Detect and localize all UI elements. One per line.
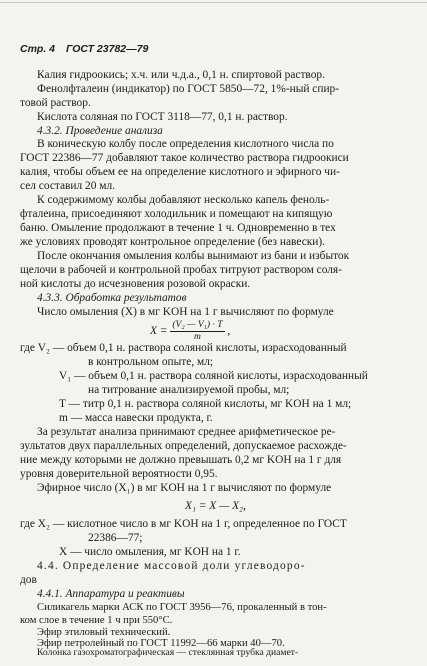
text-line: 22386—77; — [88, 532, 143, 544]
text-line: За результат анализа принимают среднее арифметическое ре- — [37, 426, 336, 438]
text-line: же условиях проводят контрольное определение (без навески). — [20, 236, 326, 248]
standard-number: ГОСТ 23782—79 — [65, 43, 149, 55]
page-header — [20, 43, 156, 55]
scan-edge-line — [0, 2, 427, 3]
text-line: на титрование анализируемой пробы, мл; — [88, 384, 290, 396]
text-line: Эфирное число (X₁) в мг KOH на 1 г вычисляют по формуле — [37, 482, 332, 494]
text-line: V₁ — объем 0,1 н. раствора соляной кислоты, израсходованный — [59, 370, 368, 382]
formula-tail: , — [227, 325, 231, 338]
text-line: щелочи в рабочей и контрольной пробах титруют раствором соля- — [20, 264, 342, 276]
text-line: Калия гидроокись; х.ч. или ч.д.а., 0,1 н. спиртовой раствор. — [37, 69, 325, 81]
text-line: зультатов двух параллельных определений, допускаемое расхожде- — [20, 440, 347, 452]
formula-ester-number: X₁ = X — X₂, — [185, 500, 246, 512]
text-line: калия, чтобы объем ее на определение кислотного и эфирного чи- — [20, 166, 340, 178]
text-line: Силикагель марки АСК по ГОСТ 3956—76, прокаленный в тон- — [37, 602, 327, 613]
text-line: Кислота соляная по ГОСТ 3118—77, 0,1 н. раствор. — [37, 111, 288, 123]
text-line: уровня доверительной вероятности 0,95. — [20, 468, 218, 480]
text-line: ной кислоты до исчезновения розовой окраски. — [20, 278, 251, 290]
text-line: в контрольном опыте, мл; — [88, 356, 214, 368]
text-line: X — число омыления, мг KOH на 1 г. — [59, 546, 241, 558]
formula-denominator: m — [194, 332, 201, 342]
text-line: После окончания омыления колбы вынимают из бани и избыток — [37, 250, 350, 262]
formula-lhs: X = — [150, 325, 168, 338]
formula-saponification — [150, 320, 230, 343]
text-line: T — титр 0,1 н. раствора соляной кислоты, мг KOH на 1 мл; — [59, 398, 352, 410]
text-line: К содержимому колбы добавляют несколько капель феноль- — [37, 194, 330, 206]
page-label: Стр. 4 — [20, 43, 56, 55]
section-heading: 4.4.1. Аппаратура и реактивы — [37, 588, 185, 600]
text-line: В коническую колбу после определения кислотного числа по — [37, 138, 334, 150]
text-line: где V₂ — объем 0,1 н. раствора соляной кислоты, израсходованный — [20, 342, 347, 354]
text-line: ком слое в течение 1 ч при 550°С. — [20, 615, 173, 626]
formula-numerator: (V₂ — V₁) · T — [172, 320, 223, 330]
text-line: сел составил 20 мл. — [20, 180, 116, 192]
text-line: Эфир петролейный по ГОСТ 11992—66 марки 40—70. — [37, 638, 285, 649]
text-line: дов — [20, 574, 37, 586]
text-line: баню. Омыление продолжают в течение 1 ч. Одновременно в тех — [20, 222, 336, 234]
text-line: ГОСТ 22386—77 добавляют такое количество раствора гидроокиси — [20, 152, 349, 164]
text-line: фталеина, присоединяют холодильник и помещают на кипящую — [20, 208, 333, 220]
text-line: ние между которыми не должно превышать 0,2 мг KOH на 1 г для — [20, 454, 342, 466]
text-line: где X₂ — кислотное число в мг KOH на 1 г, определенное по ГОСТ — [20, 518, 347, 530]
text-line: Фенолфталеин (индикатор) по ГОСТ 5850—72, 1%-ный спир- — [37, 83, 340, 95]
section-heading: 4.3.2. Проведение анализа — [37, 125, 163, 137]
text-line: Колонка газохроматографическая — стеклянная трубка диамет- — [37, 647, 299, 658]
text-line: m — масса навески продукта, г. — [59, 412, 213, 424]
text-line: Число омыления (X) в мг KOH на 1 г вычисляют по формуле — [37, 306, 334, 318]
section-heading: 4.3.3. Обработка результатов — [37, 292, 187, 304]
formula-fraction — [170, 320, 224, 343]
text-line: товой раствор. — [20, 97, 91, 109]
section-heading: 4.4. Определение массовой доли углеводоро- — [37, 560, 306, 572]
text-line: Эфир этиловый технический. — [37, 627, 171, 638]
